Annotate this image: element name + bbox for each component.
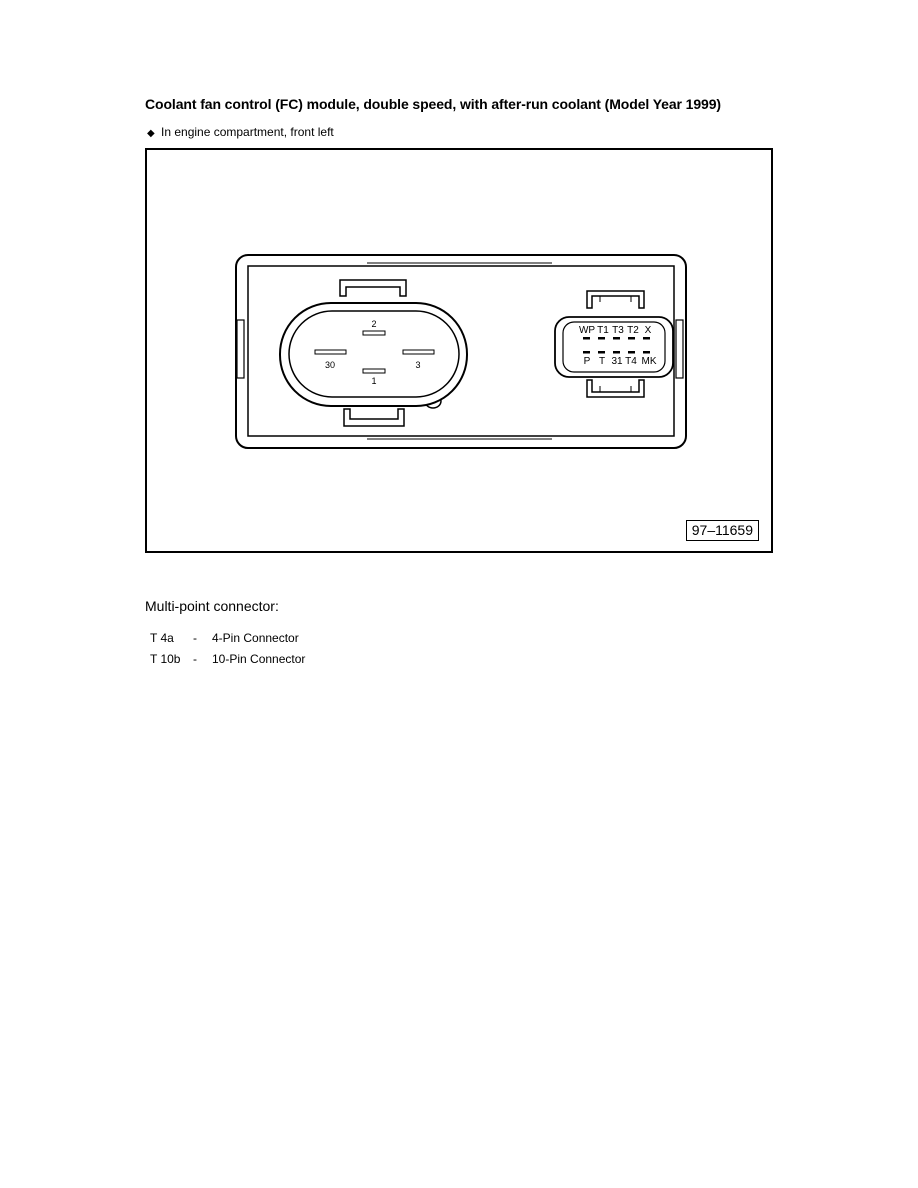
pin-label-mk: MK [641,356,657,367]
figure-id: 97–11659 [686,520,759,541]
pin-label-t3: T3 [612,325,624,336]
side-tab-left [237,320,244,378]
module-diagram [145,148,773,553]
pin-label-30: 30 [324,360,336,370]
pin-label-31: 31 [611,356,623,367]
connector-4-pin [280,280,467,426]
pin-label-t4: T4 [625,356,637,367]
legend-description: 10-Pin Connector [212,652,306,666]
connector-legend [150,631,305,673]
diamond-bullet-icon: ◆ [147,128,155,139]
pin-label-t1: T1 [597,325,609,336]
module-drawing [147,150,771,551]
connector-10-pin [555,291,673,397]
legend-description: 4-Pin Connector [212,631,299,645]
pin-label-wp: WP [578,325,596,336]
side-tab-right [676,320,683,378]
legend-code: T 4a [150,631,174,645]
pin-label-1: 1 [371,376,377,386]
location-note [147,125,334,139]
legend-row [150,631,305,652]
pin-label-t: T [598,356,606,367]
connector-subheading: Multi-point connector: [145,598,279,614]
legend-row [150,652,305,673]
location-note-text: In engine compartment, front left [161,125,334,139]
pin-label-2: 2 [371,319,377,329]
legend-dash: - [193,631,197,645]
legend-code: T 10b [150,652,181,666]
pin-label-t2: T2 [627,325,639,336]
pin-label-p: P [583,356,591,367]
legend-dash: - [193,652,197,666]
pin-label-3: 3 [415,360,421,370]
pin-label-x: X [644,325,652,336]
page-title: Coolant fan control (FC) module, double speed, with after-run coolant (Model Year 1999) [145,96,721,112]
